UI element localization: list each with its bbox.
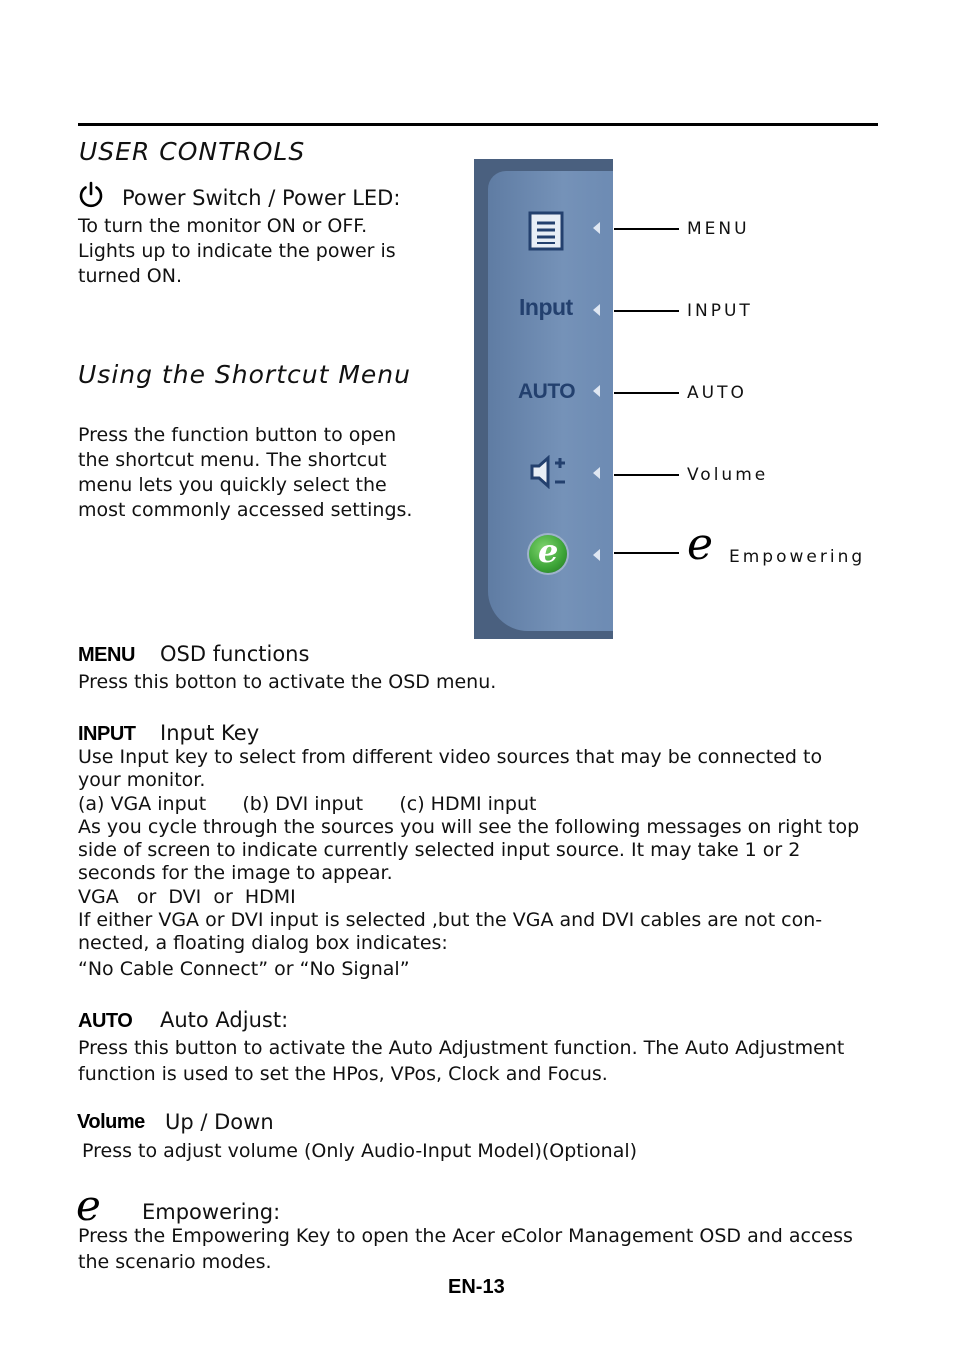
auto-line: function is used to set the HPos, VPos, Clock and Focus. [78, 1063, 608, 1085]
arrow-left-icon [593, 304, 601, 316]
menu-section-title: OSD functions [160, 642, 310, 666]
input-line: If either VGA or DVI input is selected ,but the VGA and DVI cables are not con- [78, 909, 823, 932]
input-line: “No Cable Connect” or “No Signal” [78, 957, 410, 980]
input-line: As you cycle through the sources you will see the following messages on right top [78, 815, 860, 838]
label-menu: MENU [687, 219, 750, 239]
menu-icon[interactable] [528, 211, 564, 251]
control-panel [474, 159, 613, 639]
arrow-left-icon [593, 385, 601, 397]
arrow-left-icon [593, 222, 601, 234]
power-description [78, 214, 438, 289]
input-key-label: INPUT [78, 723, 136, 745]
volume-section-title: Up / Down [165, 1110, 274, 1134]
empowering-line: the scenario modes. [78, 1251, 272, 1273]
empowering-description [78, 1223, 878, 1275]
input-line: your monitor. [78, 769, 206, 792]
power-line: To turn the monitor ON or OFF. [78, 215, 368, 237]
auto-button[interactable]: AUTO [518, 380, 576, 403]
label-input: INPUT [687, 301, 753, 321]
input-line: nected, a floating dialog box indicates: [78, 932, 448, 955]
empowering-logo-icon: e [687, 519, 714, 570]
input-line: VGA or DVI or HDMI [78, 885, 296, 908]
empowering-e-icon: e [538, 532, 559, 570]
auto-section-title: Auto Adjust: [160, 1008, 289, 1032]
callout-line [614, 310, 679, 312]
input-line: side of screen to indicate currently selected input source. It may take 1 or 2 [78, 839, 801, 862]
input-description [78, 746, 878, 981]
empowering-button[interactable] [529, 532, 567, 573]
input-button[interactable]: Input [519, 294, 573, 320]
auto-line: Press this button to activate the Auto Adjustment function. The Auto Adjustment [78, 1037, 845, 1059]
shortcut-line: the shortcut menu. The shortcut [78, 449, 387, 471]
empowering-section-title: Empowering: [142, 1200, 281, 1224]
power-icon [77, 181, 105, 209]
shortcut-line: most commonly accessed settings. [78, 499, 413, 521]
top-rule [78, 123, 878, 126]
menu-description: Press this botton to activate the OSD menu. [78, 671, 497, 693]
power-line: Lights up to indicate the power is [78, 240, 396, 262]
label-volume: Volume [687, 465, 769, 485]
menu-key-label: MENU [78, 644, 135, 666]
callout-line [614, 474, 679, 476]
section-title: USER CONTROLS [79, 137, 306, 166]
shortcut-line: menu lets you quickly select the [78, 474, 387, 496]
input-line: (a) VGA input (b) DVI input (c) HDMI input [78, 792, 537, 815]
input-line: seconds for the image to appear. [78, 862, 393, 885]
shortcut-description [78, 423, 438, 523]
empowering-line: Press the Empowering Key to open the Acer eColor Management OSD and access [78, 1225, 853, 1247]
callout-line [614, 552, 679, 554]
page-number: EN-13 [448, 1276, 505, 1298]
auto-key-label: AUTO [78, 1010, 133, 1032]
callout-line [614, 392, 679, 394]
power-title: Power Switch / Power LED: [122, 186, 401, 210]
label-auto: AUTO [687, 383, 747, 403]
arrow-left-icon [593, 549, 601, 561]
arrow-left-icon [593, 467, 601, 479]
power-line: turned ON. [78, 265, 183, 287]
volume-icon[interactable] [529, 455, 569, 489]
input-line: Use Input key to select from different video sources that may be connected to [78, 746, 823, 768]
input-section-title: Input Key [160, 721, 260, 745]
volume-description: Press to adjust volume (Only Audio-Input Model)(Optional) [82, 1140, 638, 1162]
label-empowering: Empowering [729, 547, 866, 567]
auto-description [78, 1035, 878, 1087]
callout-line [614, 228, 679, 230]
shortcut-title: Using the Shortcut Menu [78, 360, 411, 389]
empowering-icon: e [76, 1181, 101, 1230]
volume-key-label: Volume [77, 1111, 145, 1133]
shortcut-line: Press the function button to open [78, 424, 397, 446]
